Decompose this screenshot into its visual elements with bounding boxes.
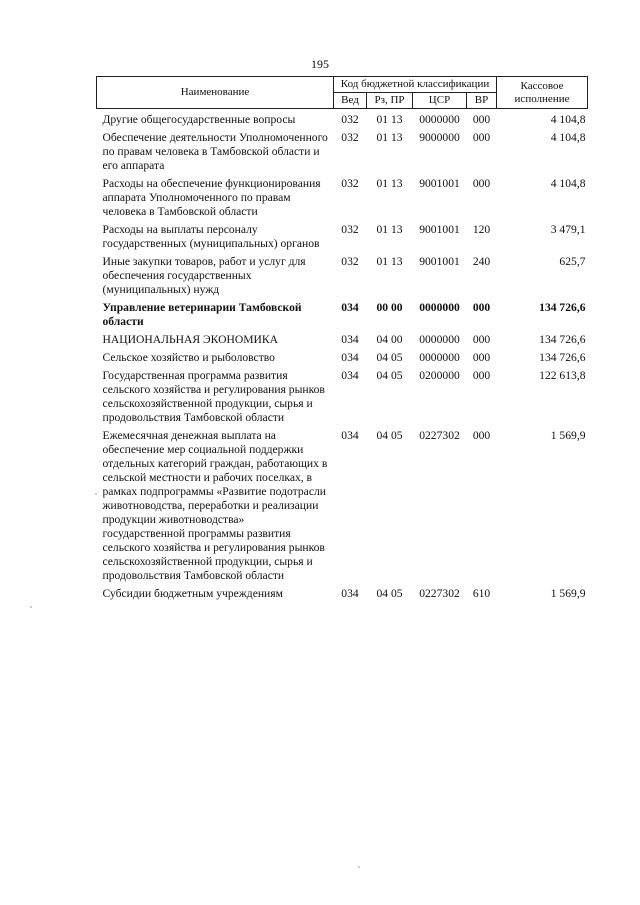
- header-vr: ВР: [467, 93, 497, 109]
- row-ved: 032: [341, 113, 359, 126]
- table-row: [97, 429, 588, 587]
- row-name: Сельское хозяйство и рыболовство: [102, 351, 275, 364]
- row-name: Государственная программа развития сельского хозяйства и регулирования рынков сельскохозяйственной продукции, сырья и продовольствия Тамбовской области: [102, 369, 325, 424]
- row-csr: 0200000: [419, 369, 460, 382]
- row-csr: 0000000: [419, 351, 460, 364]
- table-row: [97, 223, 588, 255]
- row-rz-pr: 01 13: [376, 255, 403, 268]
- table-row: [97, 177, 588, 223]
- row-ved: 032: [341, 131, 359, 144]
- table-row: [97, 369, 588, 429]
- row-name: Расходы на обеспечение функционирования аппарата Уполномоченного по правам человека в Тамбовской области: [102, 177, 321, 218]
- row-rz-pr: 00 00: [376, 301, 403, 314]
- row-vr: 000: [472, 429, 491, 442]
- row-amount: 122 613,8: [539, 369, 586, 382]
- row-vr: 120: [472, 223, 491, 236]
- row-rz-pr: 04 00: [376, 333, 403, 346]
- row-ved: 032: [341, 255, 359, 268]
- row-ved: 034: [341, 351, 359, 364]
- row-amount: 134 726,6: [539, 333, 586, 346]
- row-rz-pr: 01 13: [376, 177, 403, 190]
- row-amount: 134 726,6: [539, 301, 586, 314]
- row-amount: 1 569,9: [550, 429, 586, 442]
- row-ved: 034: [341, 429, 359, 442]
- header-rz-pr: Рз, ПР: [367, 93, 413, 109]
- row-ved: 032: [341, 177, 359, 190]
- table-row: [97, 587, 588, 605]
- row-name: НАЦИОНАЛЬНАЯ ЭКОНОМИКА: [102, 333, 279, 346]
- scan-speck: [95, 493, 97, 495]
- table-row: [97, 333, 588, 351]
- row-csr: 0000000: [419, 333, 460, 346]
- row-csr: 9001001: [419, 177, 460, 190]
- row-rz-pr: 04 05: [376, 429, 403, 442]
- row-vr: 000: [472, 369, 491, 382]
- row-rz-pr: 04 05: [376, 587, 403, 600]
- scan-speck: [30, 606, 32, 608]
- row-csr: 0227302: [419, 587, 460, 600]
- header-ved: Вед: [334, 93, 367, 109]
- header-name: Наименование: [97, 77, 334, 109]
- row-csr: 0227302: [419, 429, 460, 442]
- table-row: [97, 109, 588, 132]
- row-rz-pr: 01 13: [376, 131, 403, 144]
- table-header: [97, 77, 588, 109]
- row-rz-pr: 01 13: [376, 223, 403, 236]
- row-amount: 1 569,9: [550, 587, 586, 600]
- row-vr: 000: [472, 333, 491, 346]
- row-vr: 000: [472, 351, 491, 364]
- row-csr: 0000000: [419, 113, 460, 126]
- row-vr: 000: [472, 301, 491, 314]
- row-vr: 000: [472, 177, 491, 190]
- row-rz-pr: 04 05: [376, 369, 403, 382]
- page-number: 195: [311, 57, 329, 71]
- row-rz-pr: 04 05: [376, 351, 403, 364]
- row-name: Обеспечение деятельности Уполномоченного по правам человека в Тамбовской области и его аппарата: [102, 131, 328, 172]
- row-amount: 4 104,8: [550, 131, 586, 144]
- table-row: [97, 255, 588, 301]
- row-rz-pr: 01 13: [376, 113, 403, 126]
- row-vr: 610: [472, 587, 491, 600]
- row-amount: 4 104,8: [550, 113, 586, 126]
- header-csr: ЦСР: [413, 93, 467, 109]
- row-csr: 9001001: [419, 223, 460, 236]
- row-amount: 4 104,8: [550, 177, 586, 190]
- row-amount: 625,7: [559, 255, 586, 268]
- row-ved: 032: [341, 223, 359, 236]
- row-amount: 134 726,6: [539, 351, 586, 364]
- table-row: [97, 351, 588, 369]
- row-name: Расходы на выплаты персоналу государственных (муниципальных) органов: [102, 223, 320, 250]
- row-amount: 3 479,1: [550, 223, 586, 236]
- row-name: Иные закупки товаров, работ и услуг для обеспечения государственных (муниципальных) нужд: [102, 255, 306, 296]
- row-vr: 000: [472, 131, 491, 144]
- scan-speck: [358, 866, 360, 868]
- budget-table: [96, 76, 588, 605]
- row-name: Другие общегосударственные вопросы: [102, 113, 296, 126]
- table-row: [97, 301, 588, 333]
- row-ved: 034: [341, 587, 359, 600]
- row-name: Субсидии бюджетным учреждениям: [102, 587, 283, 600]
- row-csr: 9001001: [419, 255, 460, 268]
- row-ved: 034: [341, 369, 359, 382]
- table-row: [97, 131, 588, 177]
- row-csr: 9000000: [419, 131, 460, 144]
- row-vr: 000: [472, 113, 491, 126]
- row-ved: 034: [341, 333, 359, 346]
- table-body: [97, 109, 588, 606]
- row-vr: 240: [472, 255, 491, 268]
- row-ved: 034: [341, 301, 359, 314]
- row-csr: 0000000: [419, 301, 460, 314]
- row-name: Управление ветеринарии Тамбовской области: [102, 301, 302, 328]
- row-name: Ежемесячная денежная выплата на обеспечение мер социальной поддержки отдельных категорий граждан, работающих в сельской местности и рабочих поселках, в рамках подпрограммы «Развитие подотрасли животноводства, переработки и реализации продукции животноводства» государственной программы развития сельского хозяйства и регулирования рынков сельскохозяйственной продукции, сырья и продовольствия Тамбовской области: [102, 429, 328, 582]
- header-amount: Кассовое исполнение: [497, 77, 588, 109]
- header-code-group: Код бюджетной классификации: [334, 77, 497, 93]
